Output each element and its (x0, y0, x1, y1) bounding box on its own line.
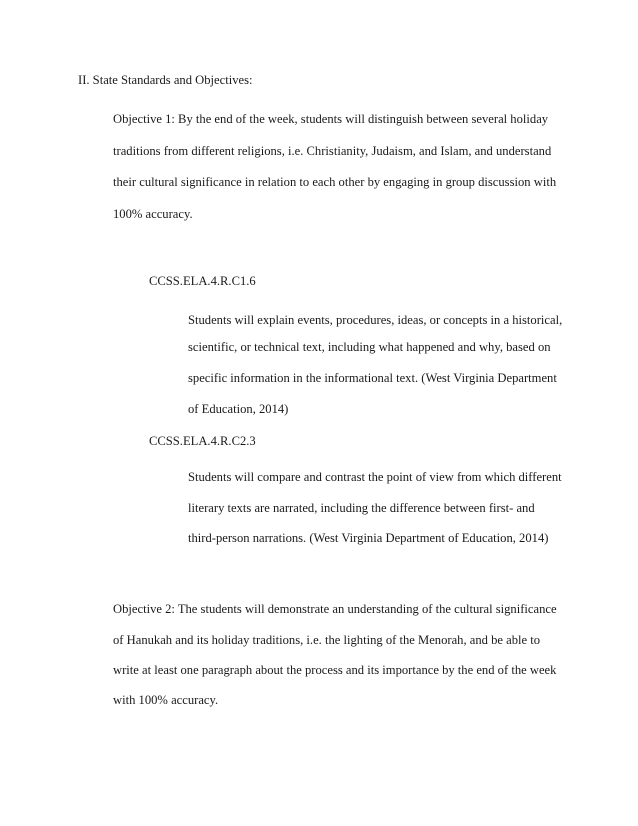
objective-1-line: their cultural significance in relation to each other by engaging in group discussion with (113, 175, 557, 189)
standard-1-code: CCSS.ELA.4.R.C1.6 (149, 274, 256, 288)
objective-2-line: of Hanukah and its holiday traditions, i.e. the lighting of the Menorah, and be able to (113, 633, 541, 647)
objective-2-line: with 100% accuracy. (113, 693, 219, 707)
standard-2-line: literary texts are narrated, including the difference between first- and (188, 501, 535, 515)
objective-1-line: Objective 1: By the end of the week, students will distinguish between several holiday (113, 112, 549, 126)
standard-1-line: scientific, or technical text, including what happened and why, based on (188, 340, 551, 354)
objective-1-line: traditions from different religions, i.e. Christianity, Judaism, and Islam, and understand (113, 144, 552, 158)
standard-2-code: CCSS.ELA.4.R.C2.3 (149, 434, 256, 448)
objective-1-line: 100% accuracy. (113, 207, 193, 221)
section-heading: II. State Standards and Objectives: (78, 73, 253, 87)
standard-1-line: specific information in the informational text. (West Virginia Department (188, 371, 557, 385)
standard-1-line: Students will explain events, procedures, ideas, or concepts in a historical, (188, 313, 563, 327)
standard-2-line: Students will compare and contrast the point of view from which different (188, 470, 562, 484)
objective-2-line: Objective 2: The students will demonstrate an understanding of the cultural significance (113, 602, 557, 616)
standard-1-line: of Education, 2014) (188, 402, 289, 416)
objective-2-line: write at least one paragraph about the process and its importance by the end of the week (113, 663, 557, 677)
standard-2-line: third-person narrations. (West Virginia Department of Education, 2014) (188, 531, 549, 545)
